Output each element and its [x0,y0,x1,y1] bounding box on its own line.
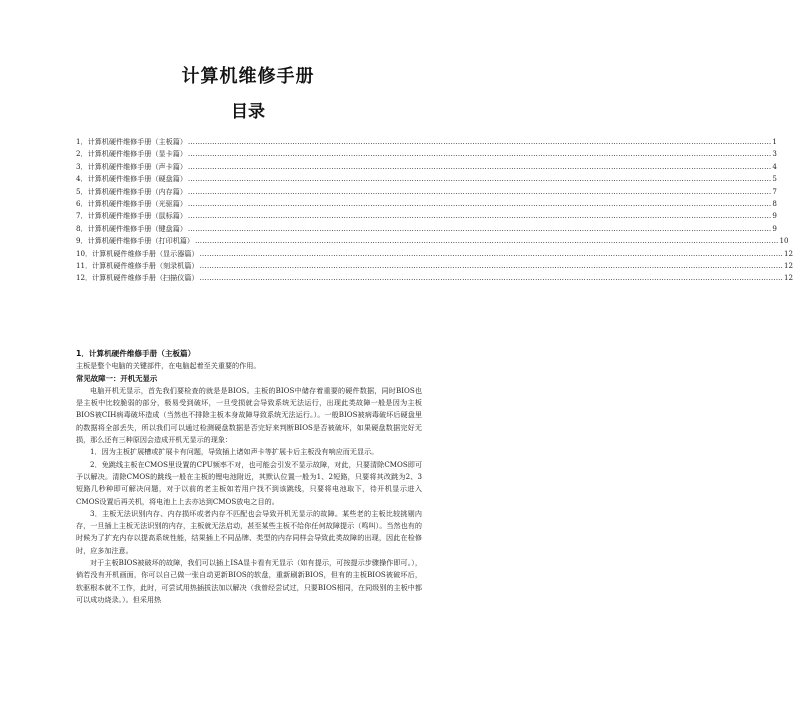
toc-leader-dots: …………………………………………………………………………………………………………………………………………………………………………………………………………………… [199,260,784,270]
toc-entry-page: 7 [772,186,777,196]
toc-leader-dots: …………………………………………………………………………………………………………………………………………………………………………………………………………………… [187,161,772,171]
toc-leader-dots: …………………………………………………………………………………………………………………………………………………………………………………………………………………… [199,248,784,258]
toc-entry-label: 12．计算机硬件维修手册（扫描仪篇） [76,273,199,283]
toc-heading: 目录 [231,102,265,122]
toc-entry[interactable] [76,210,777,222]
toc-entry-page: 10 [779,236,789,246]
toc-entry-page: 9 [772,223,777,233]
toc-entry[interactable] [76,248,793,260]
toc-entry-label: 11．计算机硬件维修手册（刻录机篇） [76,260,199,270]
toc-entry[interactable] [76,161,777,173]
toc-entry[interactable] [76,148,777,160]
toc-entry-label: 2．计算机硬件维修手册（显卡篇） [76,149,187,159]
paragraph: 1．因为主板扩展槽或扩展卡有问题，导致插上诸如声卡等扩展卡后主板没有响应而无显示。 [90,447,379,457]
document-title: 计算机维修手册 [181,66,315,87]
toc-leader-dots: …………………………………………………………………………………………………………………………………………………………………………………………………………………… [187,137,772,146]
section-heading: 1．计算机硬件维修手册（主板篇） [76,349,196,358]
paragraph: 3．主板无法识别内存、内存损坏或者内存不匹配也会导致开机无显示的故障。某些老的主板比较挑剔内存，一旦插上主板无法识别的内存，主板就无法启动，甚至某些主板不给你任何故障提示（鸣叫）。当然也有的时候为了扩充内存以提高系统性能，结果插上不同品牌、类型的内存同样会导致此类故障的出现，因此在检修时，应多加注意。 [76,508,422,555]
toc-leader-dots: …………………………………………………………………………………………………………………………………………………………………………………………………………………… [187,186,772,196]
toc-leader-dots: …………………………………………………………………………………………………………………………………………………………………………………………………………………… [195,236,779,246]
toc-entry-page: 12 [784,273,793,283]
toc-entry-page: 3 [772,149,777,159]
toc-entry-label: 7．计算机硬件维修手册（鼠标篇） [76,211,187,221]
toc-entry-page: 9 [772,211,777,221]
toc-entry[interactable] [76,223,777,235]
section-intro: 主板是整个电脑的关键部件，在电脑起着至关重要的作用。 [76,361,261,371]
toc-entry-label: 6．计算机硬件维修手册（光驱篇） [76,198,187,208]
toc-entry-label: 5．计算机硬件维修手册（内存篇） [76,186,187,196]
toc-entry-page: 12 [784,260,793,270]
toc-entry-page: 8 [772,198,777,208]
toc-entry[interactable] [76,186,777,198]
paragraph: 电脑开机无显示，首先我们要检查的就是是BIOS。主板的BIOS中储存着重要的硬件数据，同时BIOS也是主板中比较脆弱的部分，极易受到破坏，一旦受损就会导致系统无法运行，出现此类故障一般是因为主板BIOS被CIH病毒破坏造成（当然也不排除主板本身故障导致系统无法运行。）。一般BIOS被病毒破坏后硬盘里的数据将全部丢失，所以我们可以通过检测硬盘数据是否完好来判断BIOS是否被破坏，如果硬盘数据完好无损，那么还有三种原因会造成开机无显示的现象： [76,385,422,445]
toc-entry-page: 4 [772,161,777,171]
paragraph: 2．免跳线主板在CMOS里设置的CPU频率不对，也可能会引发不显示故障，对此，只要清除CMOS即可予以解决。清除CMOS的跳线一般在主板的锂电池附近，其默认位置一般为1、2短路，只要将其改跳为2、3短路几秒种即可解决问题，对于以前的老主板如若用户找不到该跳线，只要将电池取下，待开机显示进入CMOS设置后再关机，将电池上上去亦达到CMOS放电之目的。 [76,459,422,506]
toc-entry[interactable] [76,173,777,185]
toc-entry[interactable] [76,198,777,210]
toc-entry[interactable] [76,235,789,247]
toc-leader-dots: …………………………………………………………………………………………………………………………………………………………………………………………………………………… [199,273,784,283]
document-body [76,348,422,606]
table-of-contents [76,136,793,285]
toc-entry-label: 3．计算机硬件维修手册（声卡篇） [76,161,187,171]
toc-leader-dots: …………………………………………………………………………………………………………………………………………………………………………………………………………………… [187,198,772,208]
toc-entry-label: 8．计算机硬件维修手册（键盘篇） [76,223,187,233]
toc-entry-page: 5 [772,174,777,184]
paragraph: 对于主板BIOS被破坏的故障，我们可以插上ISA显卡看有无显示（如有提示，可按提示步骤操作即可。），倘若没有开机画面，你可以自己做一张自动更新BIOS的软盘，重新刷新BIOS，但有的主板BIOS被破坏后，软驱根本就不工作，此时，可尝试用热插拔法加以解决（我曾经尝试过，只要BIOS相同，在同级别的主板中都可以成功烧录。）。但采用热 [76,558,422,604]
toc-entry-label: 9．计算机硬件维修手册（打印机篇） [76,236,195,246]
toc-entry-label: 10．计算机硬件维修手册（显示器篇） [76,248,199,258]
toc-entry[interactable] [76,272,793,284]
toc-entry[interactable] [76,260,793,272]
toc-entry-page: 12 [784,248,793,258]
toc-leader-dots: …………………………………………………………………………………………………………………………………………………………………………………………………………………… [187,223,772,233]
toc-entry-page: 1 [772,137,777,146]
toc-leader-dots: …………………………………………………………………………………………………………………………………………………………………………………………………………………… [187,149,772,159]
toc-leader-dots: …………………………………………………………………………………………………………………………………………………………………………………………………………………… [187,211,772,221]
toc-entry-label: 1．计算机硬件维修手册（主板篇） [76,137,187,146]
subheading: 常见故障一：开机无显示 [76,373,158,383]
toc-entry[interactable] [76,136,777,148]
toc-entry-label: 4．计算机硬件维修手册（硬盘篇） [76,174,187,184]
toc-leader-dots: …………………………………………………………………………………………………………………………………………………………………………………………………………………… [187,174,772,184]
